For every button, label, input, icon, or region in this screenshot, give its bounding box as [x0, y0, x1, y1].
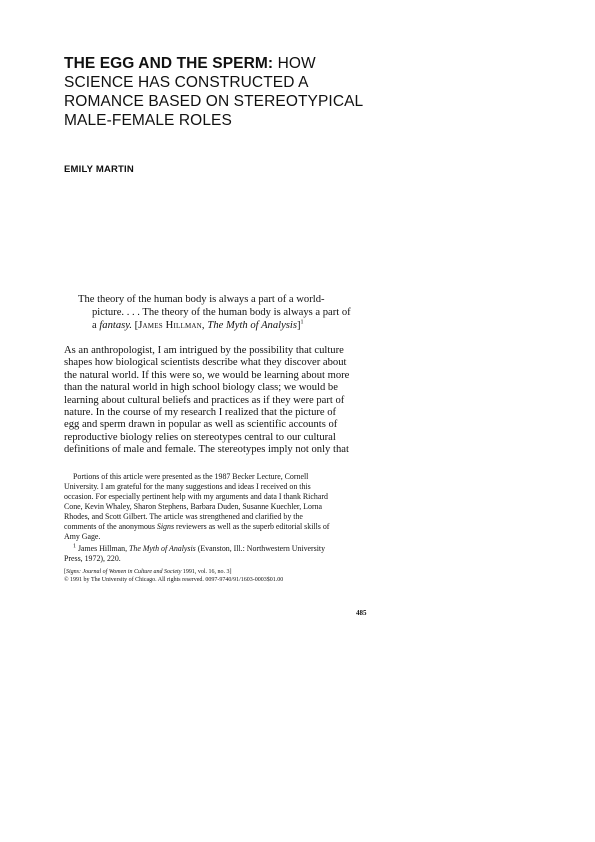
copyright-line: © 1991 by The University of Chicago. All rights reserved. 0097-9740/91/1603-0003$01.00 — [64, 577, 284, 583]
body-paragraph — [64, 345, 370, 457]
epigraph-author: James Hillman, — [138, 320, 205, 332]
footnote-line: Cone, Kevin Whaley, Sharon Stephens, Barbara Duden, Susanne Kuechler, Lorna — [64, 502, 323, 511]
title-line-1 — [64, 54, 424, 73]
title-line-1-rest: HOW — [273, 55, 316, 72]
epigraph-bracket-open: [ — [132, 320, 139, 332]
footnote-1-mark: 1 — [73, 543, 76, 550]
journal-citation — [64, 568, 370, 584]
author-name: EMILY MARTIN — [64, 164, 134, 175]
bracket-open: [ — [64, 569, 66, 575]
footnote-line: Portions of this article were presented as the 1987 Becker Lecture, Cornell — [73, 472, 309, 481]
title-line-4: MALE-FEMALE ROLES — [64, 112, 232, 129]
journal-name: Signs: Journal of Women in Culture and Society — [66, 569, 182, 575]
footnote-signs: Signs — [156, 522, 175, 531]
body-line: than the natural world in high school biology class; we would be — [64, 382, 338, 394]
journal-volume: 1991, vol. 16, no. 3] — [181, 569, 232, 575]
footnote-text: comments of the anonymous — [64, 522, 157, 531]
body-line: As an anthropologist, I am intrigued by the possibility that culture — [64, 345, 344, 356]
body-line: nature. In the course of my research I realized that the picture of — [64, 407, 337, 419]
journal-citation-line-1 — [64, 568, 370, 576]
footnote-text: James Hillman, — [76, 544, 130, 553]
footnotes — [64, 472, 370, 564]
title-line-3: ROMANCE BASED ON STEREOTYPICAL — [64, 93, 364, 110]
body-line: learning about cultural beliefs and practices as if they were part of — [64, 394, 345, 406]
footnote-line — [64, 522, 370, 532]
page-number: 485 — [356, 609, 367, 617]
footnote-line: occasion. For especially pertinent help with my arguments and data I thank Richard — [64, 492, 328, 501]
body-line: egg and sperm drawn in popular as well as scientific accounts of — [64, 419, 338, 431]
footnote-book-title: The Myth of Analysis — [129, 544, 196, 553]
title-bold-part: THE EGG AND THE SPERM: — [64, 55, 274, 72]
epigraph-line-1: The theory of the human body is always a part of a world- — [78, 294, 325, 305]
title-line-2: SCIENCE HAS CONSTRUCTED A — [64, 74, 309, 91]
body-line: reproductive biology relies on stereotypes central to our cultural — [64, 431, 336, 443]
epigraph — [78, 293, 370, 333]
epigraph-book-title: The Myth of Analysis — [207, 320, 297, 332]
epigraph-fantasy: fantasy. — [99, 320, 133, 332]
footnote-text: (Evanston, Ill.: Northwestern University — [195, 544, 326, 553]
footnote-line: University. I am grateful for the many suggestions and ideas I received on this — [64, 482, 311, 491]
epigraph-a: a — [92, 320, 100, 332]
footnote-text: reviewers as well as the superb editorial skills of — [174, 522, 330, 531]
footnote-line: Press, 1972), 220. — [64, 554, 121, 563]
epigraph-line-3 — [78, 319, 370, 332]
epigraph-footnote-mark: 1 — [300, 319, 304, 326]
footnote-line: Amy Gage. — [64, 532, 101, 541]
body-line: the natural world. If this were so, we would be learning about more — [64, 369, 350, 381]
footnote-line: Rhodes, and Scott Gilbert. The article was strengthened and clarified by the — [64, 512, 303, 521]
footnote-1 — [64, 544, 370, 554]
epigraph-bracket-close: ] — [296, 320, 301, 332]
article-title — [64, 54, 424, 130]
body-line: definitions of male and female. The stereotypes imply not only that — [64, 444, 349, 456]
body-line: shapes how biological scientists describe what they discover about — [64, 357, 347, 369]
epigraph-line-2: picture. . . . The theory of the human body is always a part of — [92, 307, 351, 319]
